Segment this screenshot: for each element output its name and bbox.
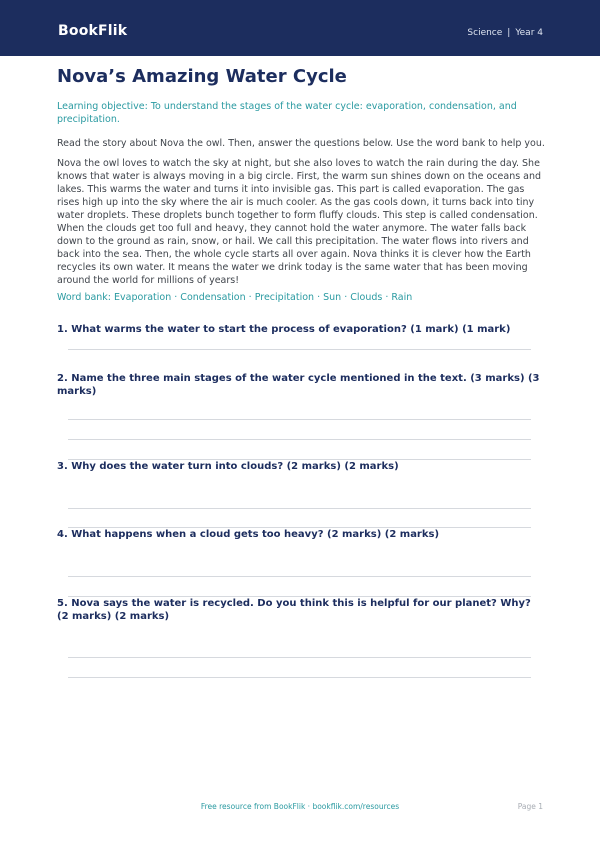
answer-line[interactable] <box>68 349 531 350</box>
footer-credit: Free resource from BookFlik · bookflik.com/resources <box>200 802 400 811</box>
answer-line[interactable] <box>68 657 531 658</box>
answer-line[interactable] <box>68 677 531 678</box>
answer-line[interactable] <box>68 508 531 509</box>
question-3: 3. Why does the water turn into clouds? (2 marks) (2 marks) <box>57 461 399 472</box>
subject-year-label <box>467 28 543 38</box>
brand-logo: BookFlik <box>58 23 128 39</box>
instructions: Read the story about Nova the owl. Then, answer the questions below. Use the word bank to help you. <box>57 138 545 149</box>
story-text: Nova the owl loves to watch the sky at night, but she also loves to watch the rain during the day. She knows that water is always moving in a big circle. First, the warm sun shines down on the oceans and lakes. This warms the water and turns it into invisible gas. This part is called evaporation. The gas rises high up into the sky where the air is much cooler. As the gas cools down, it turns back into tiny water droplets. These droplets bunch together to form fluffy clouds. This step is called condensation. When the clouds get too full and heavy, they cannot hold the water anymore. The water falls back down to the ground as rain, snow, or hail. We call this precipitation. The water flows into rivers and back into the sea. Then, the whole cycle starts all over again. Nova thinks it is clever how the Earth recycles its own water. It means the water we drink today is the same water that has been moving around the world for millions of years! <box>57 158 542 286</box>
question-4: 4. What happens when a cloud gets too heavy? (2 marks) (2 marks) <box>57 529 440 540</box>
subject-label: Science <box>467 28 503 38</box>
page-title: Nova’s Amazing Water Cycle <box>57 66 347 87</box>
question-1: 1. What warms the water to start the process of evaporation? (1 mark) (1 mark) <box>57 324 511 335</box>
year-label: Year 4 <box>515 28 543 38</box>
header-bar <box>0 0 600 56</box>
answer-line[interactable] <box>68 439 531 440</box>
question-2: 2. Name the three main stages of the water cycle mentioned in the text. (3 marks) (3 marks) <box>57 373 540 397</box>
word-bank: Word bank: Evaporation · Condensation · Precipitation · Sun · Clouds · Rain <box>57 292 413 303</box>
answer-line[interactable] <box>68 419 531 420</box>
page-number: Page 1 <box>517 802 543 811</box>
answer-line[interactable] <box>68 576 531 577</box>
learning-objective: Learning objective: To understand the stages of the water cycle: evaporation, condensation, and precipitation. <box>57 101 517 125</box>
question-5: 5. Nova says the water is recycled. Do you think this is helpful for our planet? Why? (2 marks) (2 marks) <box>57 598 531 622</box>
separator: | <box>507 28 511 38</box>
